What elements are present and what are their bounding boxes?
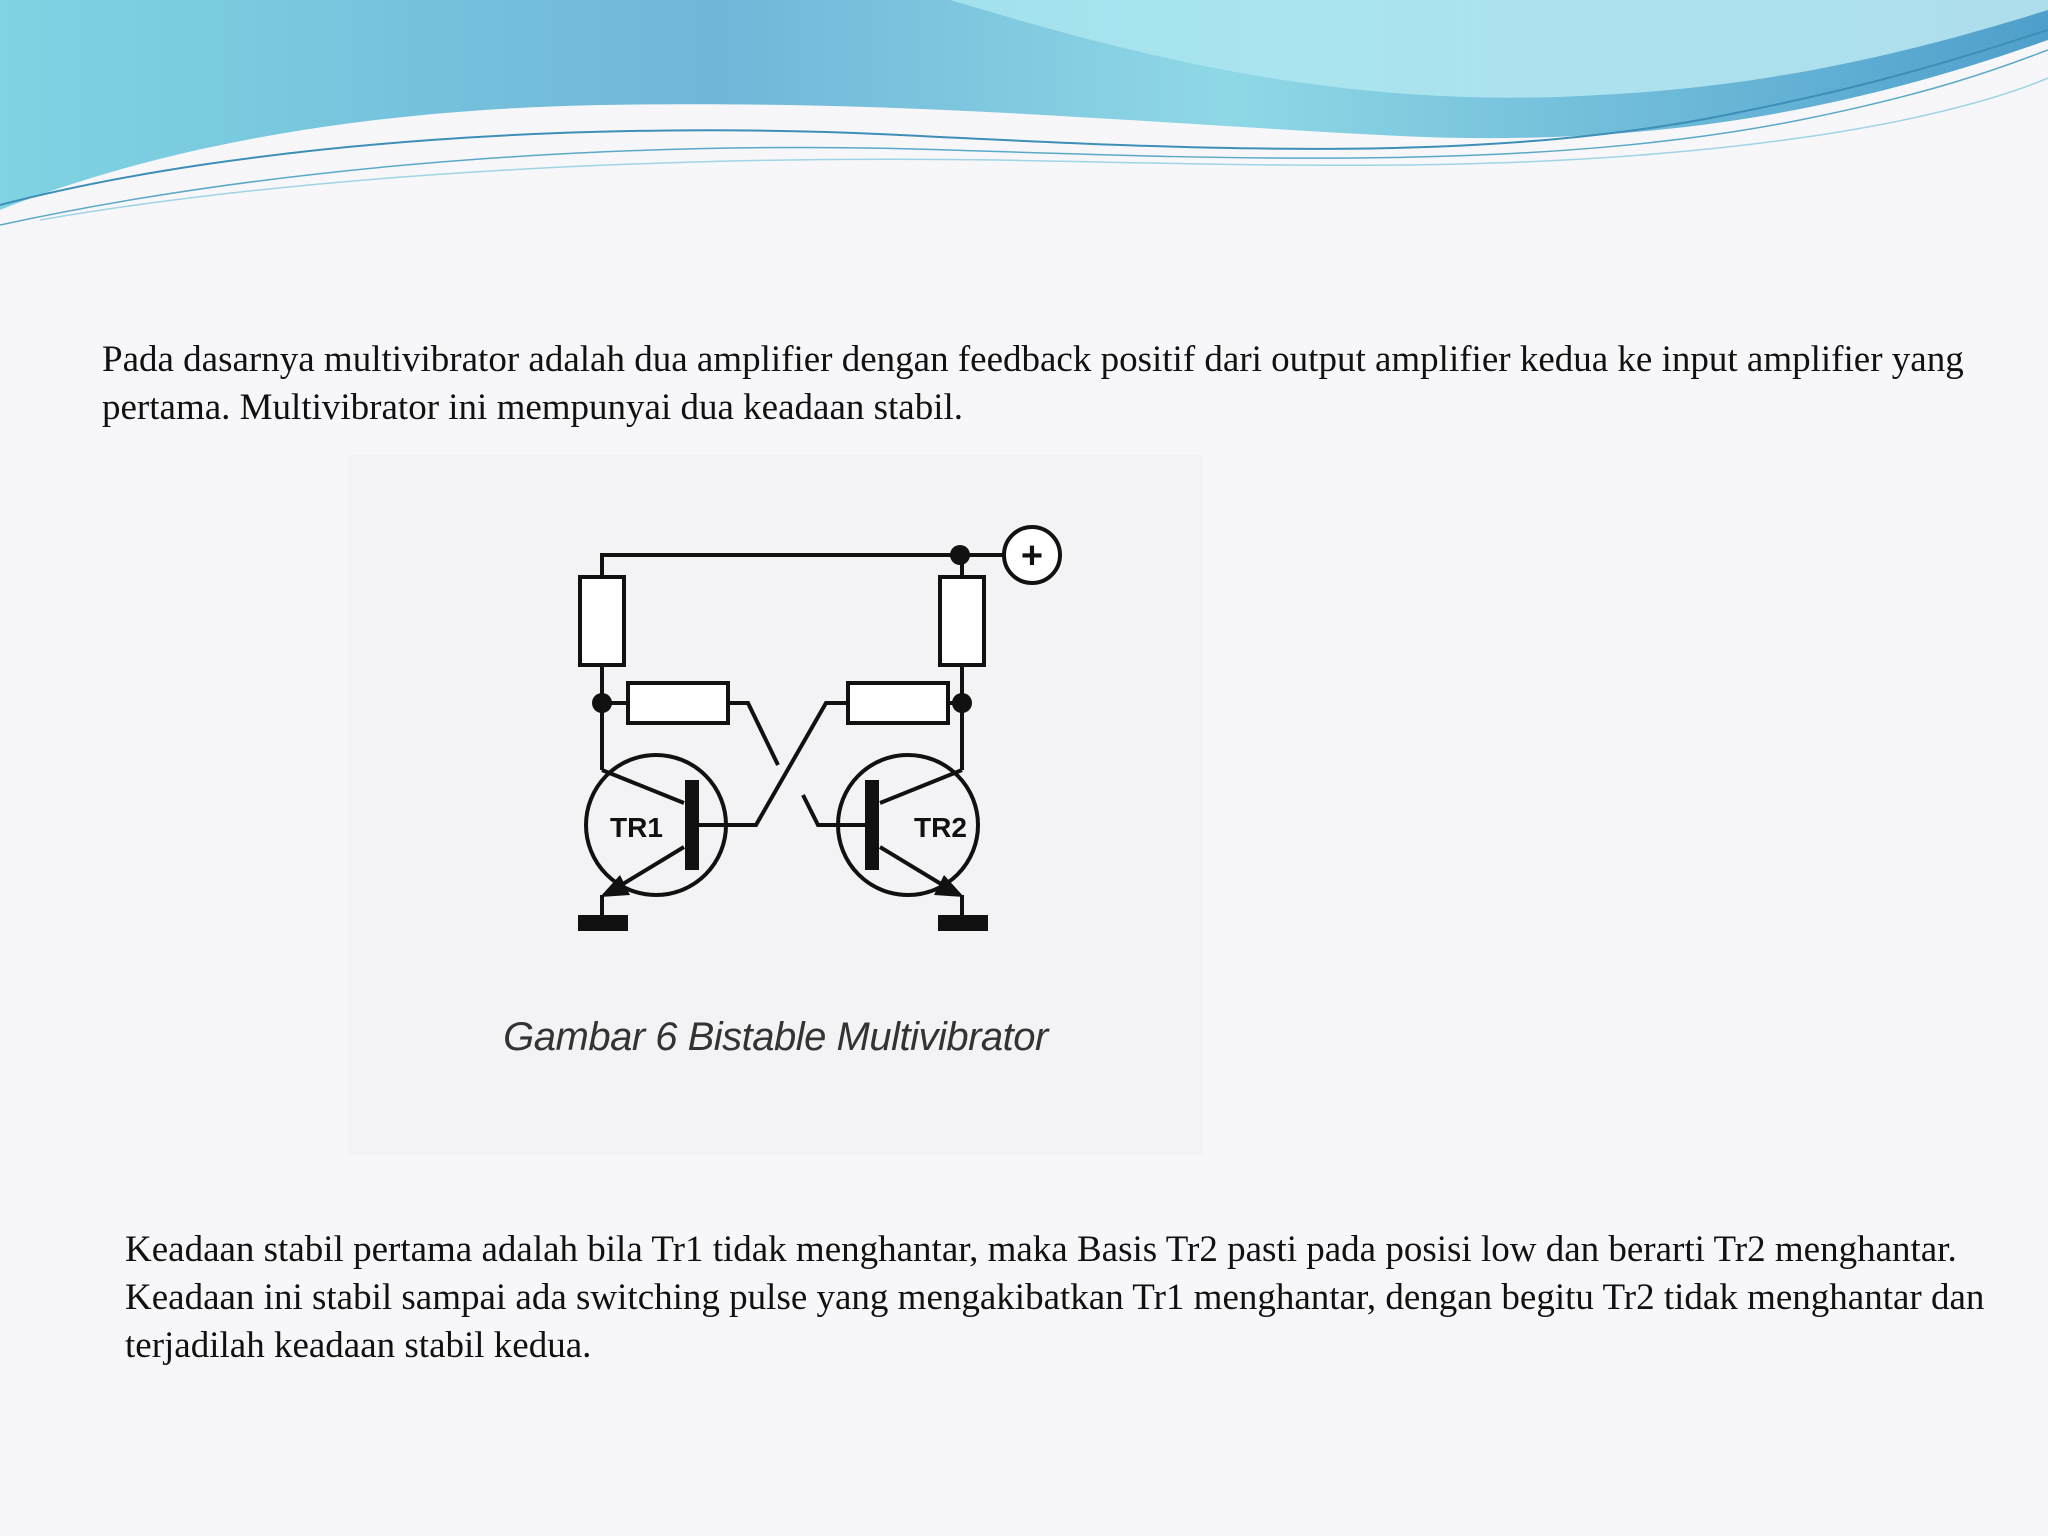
tr1-label: TR1 [610, 812, 663, 843]
intro-paragraph: Pada dasarnya multivibrator adalah dua amplifier dengan feedback positif dari output amplifier kedua ke input amplifier yang pertama. Multivibrator ini mempunyai dua keadaan stabil. [102, 339, 1964, 428]
explanation-paragraph: Keadaan stabil pertama adalah bila Tr1 tidak menghantar, maka Basis Tr2 pasti pada posisi low dan berarti Tr2 menghantar. Keadaan ini stabil sampai ada switching pulse yang mengakibatkan Tr1 menghantar, dengan begitu Tr2 tidak menghantar dan terjadilah keadaan stabil kedua. [125, 1229, 1985, 1366]
tr2-label: TR2 [914, 812, 967, 843]
circuit-figure [348, 455, 1203, 1155]
header-wave-decoration [0, 0, 2048, 240]
supply-terminal-label: + [1020, 535, 1044, 577]
figure-caption: Gambar 6 Bistable Multivibrator [503, 1015, 1048, 1059]
